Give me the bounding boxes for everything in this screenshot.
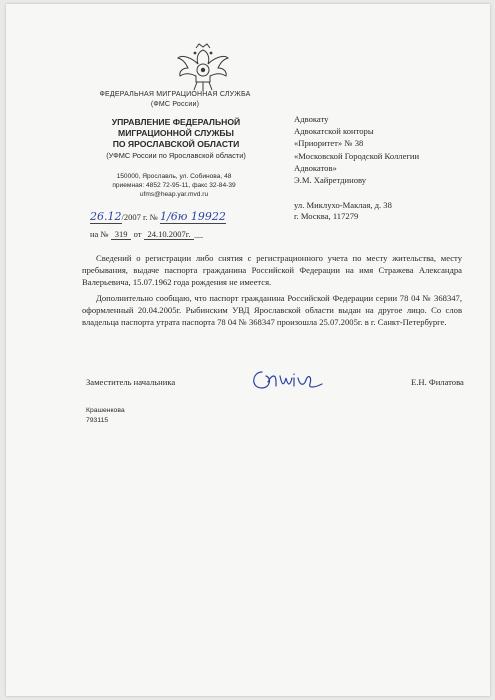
sender-address-line-3: ufms@heap.yar.mvd.ru	[139, 191, 209, 198]
recipient-address	[294, 200, 484, 222]
registration-date-handwritten: 26.12	[90, 210, 122, 223]
recipient-line-4: «Московской Городской Коллегии	[294, 150, 420, 161]
reference-from: от	[133, 229, 142, 239]
recipient-address-line-1: ул. Миклухо-Маклая, д. 38	[294, 200, 392, 210]
letter-body	[82, 252, 462, 331]
reference-date: 24.10.2007г.	[144, 229, 195, 240]
document-page	[6, 4, 490, 696]
body-paragraph-1: Сведений о регистрации либо снятия с регистрационного учета по месту жительства, месту пребывания, выдаче паспорта гражданина Российской Федерации на имя Стражева Александра Валерьевича, 15.07.1962 года рождения не имеется.	[82, 253, 462, 288]
agency-line-1: ФЕДЕРАЛЬНАЯ МИГРАЦИОННАЯ СЛУЖБА	[99, 91, 251, 98]
department-name	[76, 117, 276, 161]
sender-address	[84, 172, 264, 199]
dept-line-2: МИГРАЦИОННОЙ СЛУЖБЫ	[118, 128, 234, 138]
double-headed-eagle-emblem	[174, 42, 232, 94]
agency-name	[60, 90, 290, 110]
dept-line-1: УПРАВЛЕНИЕ ФЕДЕРАЛЬНОЙ	[111, 117, 241, 127]
executor-name: Крашенкова	[86, 407, 125, 414]
agency-line-2: (ФМС России)	[150, 101, 200, 108]
signatory-title: Заместитель начальника	[86, 377, 176, 387]
dept-subtitle: (УФМС России по Ярославской области)	[106, 151, 246, 160]
recipient-block	[294, 113, 484, 186]
executor-phone: 793115	[86, 417, 109, 424]
recipient-line-2: Адвокатской конторы	[294, 126, 374, 137]
body-paragraph-2: Дополнительно сообщаю, что паспорт гражданина Российской Федерации серии 78 04 № 368347, оформленный 20.04.2005г. Рыбинским УВД Ярославской области выдан на другое лицо. Со слов владельца паспорта утрата паспорта 78 04 № 368347 произошла 25.07.2005г. в г. Санкт-Петербурге.	[82, 292, 462, 328]
recipient-line-6: Э.М. Хайретдинову	[294, 175, 367, 186]
reference-line	[90, 229, 300, 240]
dept-line-3: ПО ЯРОСЛАВСКОЙ ОБЛАСТИ	[112, 139, 240, 149]
sender-address-line-1: 150000, Ярославль, ул. Собинова, 48	[116, 173, 232, 180]
reference-prefix: на №	[90, 229, 109, 239]
registration-line	[90, 211, 300, 224]
sender-address-line-2: приемная: 4852 72-95-11, факс 32-84-39	[112, 182, 236, 189]
handwritten-signature	[248, 364, 338, 394]
registration-number-handwritten: 1/6ю 19922	[160, 210, 226, 223]
recipient-line-1: Адвокату	[294, 114, 329, 124]
recipient-address-line-2: г. Москва, 117279	[294, 211, 359, 221]
reference-blank: __	[194, 229, 203, 239]
reference-number: 319	[111, 229, 132, 240]
recipient-line-3: «Приоритет» № 38	[294, 138, 364, 149]
recipient-line-5: Адвокатов»	[294, 162, 337, 173]
registration-year: /2007 г. №	[121, 212, 158, 222]
signatory-name: Е.Н. Филатова	[411, 377, 464, 387]
executor-info	[86, 406, 125, 426]
